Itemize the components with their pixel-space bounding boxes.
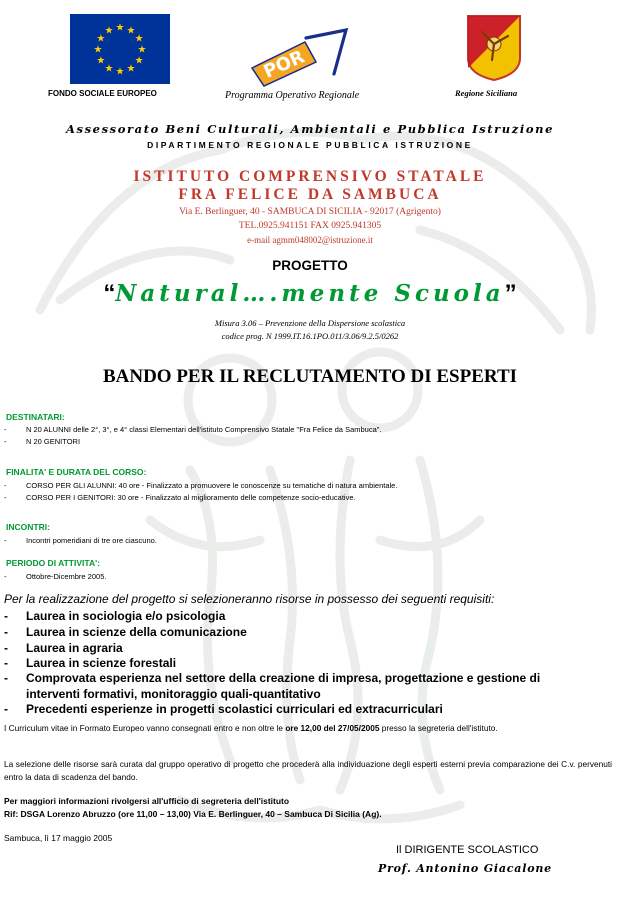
contact-line-2: Rif: DSGA Lorenzo Abruzzo (ore 11,00 – 13,00) Via E. Berlinguer, 40 – Sambuca Di Sicilia (Ag). (4, 809, 382, 819)
quote-open: “ (103, 280, 116, 307)
quote-close: ” (504, 280, 517, 307)
project-measure: Misura 3.06 – Prevenzione della Dispersione scolastica (214, 318, 406, 328)
eu-caption: FONDO SOCIALE EUROPEO (48, 89, 157, 98)
requirement-text: Laurea in scienze forestali (26, 656, 177, 670)
incontri-item-1: - Incontri pomeridiani di tre ore ciascuno. (4, 536, 157, 545)
curriculum-text-a: I Curriculum vitae in Formato Europeo vanno consegnati entro e non oltre le (4, 723, 286, 733)
eu-star-icon: ★ (126, 63, 136, 75)
periodo-title: PERIODO DI ATTIVITA': (6, 558, 100, 568)
requirement-item: - Precedenti esperienze in progetti scolastici curriculari ed extracurriculari (4, 702, 443, 716)
eu-star-icon: ★ (134, 33, 144, 45)
requirement-item: - Laurea in sociologia e/o psicologia (4, 609, 226, 623)
selection-paragraph: La selezione delle risorse sarà curata dal gruppo operativo di progetto che procederà alla individuazione degli esperti esterni previa comparazione dei C.v. pervenuti entro la data di scadenza del bando. (4, 759, 612, 782)
periodo-item-1: - Ottobre-Dicembre 2005. (4, 572, 107, 581)
incontri-title: INCONTRI: (6, 522, 50, 532)
requirement-item: - Laurea in scienze della comunicazione (4, 625, 247, 639)
school-address: Via E. Berlinguer, 40 - SAMBUCA DI SICILIA - 92017 (Agrigento) (179, 207, 441, 217)
requirement-item: - Comprovata esperienza nel settore della creazione di impresa, progettazione e gestione di (4, 671, 541, 685)
destinatari-item-1: - N 20 ALUNNI delle 2°, 3°, e 4° classi Elementari dell'istituto Comprensivo Statale "Fra Felice da Sambuca". (4, 425, 382, 434)
finalita-title: FINALITA' E DURATA DEL CORSO: (6, 467, 147, 477)
school-phone: TEL.0925.941151 FAX 0925.941305 (238, 221, 382, 231)
regione-sicilia-emblem (466, 14, 522, 82)
eu-star-icon: ★ (96, 55, 106, 67)
requirement-text: Precedenti esperienze in progetti scolastici curriculari ed extracurriculari (26, 702, 443, 716)
project-title (0, 280, 620, 308)
eu-star-icon: ★ (104, 25, 114, 37)
incontri-item-1-text: Incontri pomeridiani di tre ore ciascuno. (26, 536, 157, 545)
requirement-item: - Laurea in scienze forestali (4, 656, 177, 670)
finalita-item-2-text: CORSO PER I GENITORI: 30 ore - Finalizzato al miglioramento delle competenze socio-educative. (26, 493, 356, 502)
project-code: codice prog. N 1999.IT.16.1PO.011/3.06/9.2.5/0262 (221, 331, 399, 341)
signature-name: Prof. Antonino Giacalone (378, 862, 552, 875)
requirement-item: - Laurea in agraria (4, 641, 123, 655)
eu-star-icon: ★ (137, 44, 147, 56)
requirement-text: Comprovata esperienza nel settore della creazione di impresa, progettazione e gestione di (26, 671, 541, 685)
destinatari-item-2: - N 20 GENITORI (4, 437, 81, 446)
school-email-line (0, 235, 620, 245)
eu-star-icon: ★ (134, 55, 144, 67)
periodo-item-1-text: Ottobre-Dicembre 2005. (26, 572, 107, 581)
school-name-line1: ISTITUTO COMPRENSIVO STATALE (133, 168, 487, 185)
eu-star-icon: ★ (104, 63, 114, 75)
dipartimento-line: DIPARTIMENTO REGIONALE PUBBLICA ISTRUZIONE (147, 140, 473, 150)
por-text: POR (260, 46, 308, 83)
school-name-line2: FRA FELICE DA SAMBUCA (178, 186, 442, 203)
finalita-item-2: - CORSO PER I GENITORI: 30 ore - Finalizzato al miglioramento delle competenze socio-educative. (4, 493, 356, 502)
eu-star-icon: ★ (115, 66, 125, 78)
destinatari-item-1-text: N 20 ALUNNI delle 2°, 3°, e 4° classi Elementari dell'istituto Comprensivo Statale "Fra Felice da Sambuca". (26, 425, 382, 434)
eu-star-icon: ★ (93, 44, 103, 56)
requirements-intro: Per la realizzazione del progetto si selezioneranno risorse in possesso dei seguenti requisiti: (4, 592, 495, 606)
finalita-item-1: - CORSO PER GLI ALUNNI: 40 ore - Finalizzato a promuovere le conoscenze su tematiche di natura ambientale. (4, 481, 398, 490)
contact-line-1: Per maggiori informazioni rivolgersi all'ufficio di segreteria dell'istituto (4, 796, 290, 806)
destinatari-item-2-text: N 20 GENITORI (26, 437, 81, 446)
eu-star-icon: ★ (115, 22, 125, 34)
project-label: PROGETTO (272, 258, 348, 273)
email-prefix: e-mail (247, 235, 273, 245)
requirement-text: Laurea in scienze della comunicazione (26, 625, 247, 639)
deadline: ore 12,00 del 27/05/2005 (285, 723, 380, 733)
school-email-link[interactable]: agmm048002@istruzione.it (272, 235, 373, 245)
curriculum-paragraph (4, 722, 612, 735)
eu-star-icon: ★ (96, 33, 106, 45)
date-line: Sambuca, lì 17 maggio 2005 (4, 833, 113, 843)
finalita-item-1-text: CORSO PER GLI ALUNNI: 40 ore - Finalizzato a promuovere le conoscenze su tematiche di natura ambientale. (26, 481, 398, 490)
sicilia-caption: Regione Siciliana (455, 88, 518, 98)
curriculum-text-b: presso la segreteria dell'istituto. (379, 723, 498, 733)
signature-title: Il DIRIGENTE SCOLASTICO (396, 844, 539, 856)
requirement-text: Laurea in sociologia e/o psicologia (26, 609, 226, 623)
por-caption: Programma Operativo Regionale (225, 90, 360, 101)
requirement-continuation: interventi formativi, monitoraggio quali-quantitativo (26, 687, 321, 701)
destinatari-title: DESTINATARI: (6, 412, 65, 422)
bando-title: BANDO PER IL RECLUTAMENTO DI ESPERTI (102, 366, 518, 387)
project-name: Natural….mente Scuola (115, 280, 505, 307)
eu-flag-logo (70, 14, 170, 84)
assessorato-line: Assessorato Beni Culturali, Ambientali e Pubblica Istruzione (65, 122, 554, 136)
requirement-text: Laurea in agraria (26, 641, 123, 655)
eu-star-icon: ★ (126, 25, 136, 37)
por-logo (250, 28, 350, 88)
